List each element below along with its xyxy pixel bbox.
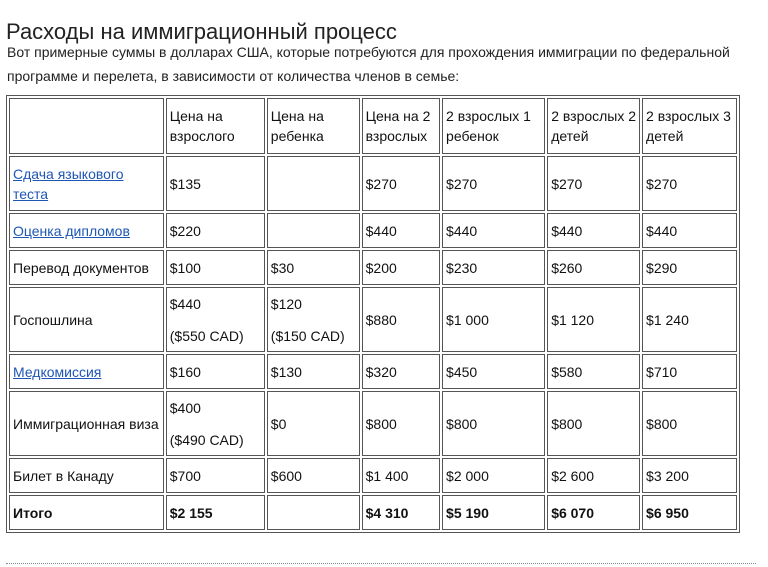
cell-value: $100 bbox=[169, 259, 201, 276]
value-cell bbox=[442, 458, 545, 493]
cell-value-cad: ($150 CAD) bbox=[270, 328, 345, 344]
intro-paragraph: Вот примерные суммы в долларах США, которые потребуются для прохождения иммиграции по федеральной программе и перелета, в зависимости от количества членов в семье: bbox=[7, 44, 730, 84]
value-cell bbox=[362, 250, 440, 285]
value-cell bbox=[547, 213, 640, 248]
table-row bbox=[9, 156, 737, 211]
column-header: Цена на 2 взрослых bbox=[362, 98, 440, 154]
value-cell bbox=[642, 156, 737, 211]
value-cell bbox=[547, 354, 640, 389]
cell-value: $440 bbox=[446, 222, 478, 239]
cell-value: $270 bbox=[646, 175, 678, 192]
cell-value: $200 bbox=[365, 259, 397, 276]
cell-value: $800 bbox=[365, 415, 397, 432]
cell-value: $120 bbox=[270, 296, 302, 312]
value-cell bbox=[267, 458, 360, 493]
row-label-cell bbox=[9, 391, 164, 456]
table-row bbox=[9, 250, 737, 285]
cell-value: $270 bbox=[365, 175, 397, 192]
cell-value: $320 bbox=[365, 363, 397, 380]
table-row bbox=[9, 495, 737, 530]
cell-value: $0 bbox=[270, 415, 287, 432]
cell-value: $2 000 bbox=[446, 467, 489, 484]
value-cell bbox=[362, 495, 440, 530]
value-cell bbox=[442, 213, 545, 248]
cell-value: $135 bbox=[169, 175, 201, 192]
value-cell bbox=[166, 156, 265, 211]
footer-divider bbox=[6, 563, 756, 567]
value-cell bbox=[362, 391, 440, 456]
cell-value: $800 bbox=[551, 415, 583, 432]
value-cell bbox=[642, 458, 737, 493]
value-cell bbox=[267, 354, 360, 389]
cell-value: $260 bbox=[551, 259, 583, 276]
cell-value: $6 070 bbox=[551, 504, 595, 521]
value-cell bbox=[166, 495, 265, 530]
row-label: Перевод документов bbox=[13, 259, 149, 276]
cell-value: $270 bbox=[551, 175, 583, 192]
cell-value: $4 310 bbox=[365, 504, 409, 521]
row-label-cell bbox=[9, 156, 164, 211]
cell-value: $710 bbox=[646, 363, 678, 380]
cell-value: $3 200 bbox=[646, 467, 689, 484]
value-cell bbox=[547, 495, 640, 530]
value-cell bbox=[442, 354, 545, 389]
cell-value: $30 bbox=[270, 259, 295, 276]
cell-value: $440 bbox=[551, 222, 583, 239]
row-label: Иммиграционная виза bbox=[13, 415, 159, 432]
value-cell bbox=[442, 287, 545, 352]
value-cell bbox=[547, 287, 640, 352]
value-cell bbox=[267, 213, 360, 248]
cell-value: $1 000 bbox=[446, 311, 489, 328]
row-label-cell bbox=[9, 287, 164, 352]
cell-value: $130 bbox=[270, 363, 302, 380]
cell-value: $6 950 bbox=[646, 504, 689, 521]
cell-value: $1 240 bbox=[646, 311, 689, 328]
value-cell bbox=[442, 495, 545, 530]
row-label-link[interactable]: Сдача языкового теста bbox=[13, 165, 124, 202]
value-cell bbox=[166, 354, 265, 389]
cell-value: $450 bbox=[446, 363, 478, 380]
value-cell bbox=[547, 250, 640, 285]
value-cell bbox=[642, 495, 737, 530]
cell-value: $2 600 bbox=[551, 467, 595, 484]
row-label: Госпошлина bbox=[13, 311, 93, 328]
value-cell bbox=[362, 213, 440, 248]
row-label-cell bbox=[9, 495, 164, 530]
column-header: 2 взрослых 2 детей bbox=[547, 98, 640, 154]
cell-value: $1 120 bbox=[551, 311, 595, 328]
value-cell bbox=[642, 250, 737, 285]
value-cell bbox=[166, 250, 265, 285]
value-cell bbox=[442, 391, 545, 456]
cell-value: $440 bbox=[169, 296, 201, 312]
row-label-link[interactable]: Медкомиссия bbox=[13, 363, 102, 380]
value-cell bbox=[166, 458, 265, 493]
value-cell bbox=[442, 156, 545, 211]
page-title: Расходы на иммиграционный процесс bbox=[6, 18, 397, 44]
cell-value: $440 bbox=[365, 222, 397, 239]
row-label-cell bbox=[9, 458, 164, 493]
column-header: 2 взрослых 3 детей bbox=[642, 98, 737, 154]
value-cell bbox=[166, 213, 265, 248]
value-cell bbox=[547, 391, 640, 456]
cell-value: $290 bbox=[646, 259, 678, 276]
value-cell bbox=[642, 213, 737, 248]
row-label-cell bbox=[9, 354, 164, 389]
cell-value: $700 bbox=[169, 467, 201, 484]
cell-value: $800 bbox=[646, 415, 678, 432]
cell-value: $160 bbox=[169, 363, 201, 380]
value-cell bbox=[642, 391, 737, 456]
cell-value: $220 bbox=[169, 222, 201, 239]
cell-value: $880 bbox=[365, 311, 397, 328]
cell-value: $580 bbox=[551, 363, 583, 380]
table-row bbox=[9, 391, 737, 456]
value-cell bbox=[362, 287, 440, 352]
value-cell bbox=[166, 287, 265, 352]
table-row bbox=[9, 354, 737, 389]
value-cell bbox=[267, 391, 360, 456]
cost-table bbox=[6, 95, 740, 533]
table-row bbox=[9, 458, 737, 493]
cell-value: $440 bbox=[646, 222, 678, 239]
column-header bbox=[9, 98, 164, 154]
value-cell bbox=[267, 495, 360, 530]
value-cell bbox=[642, 287, 737, 352]
value-cell bbox=[166, 391, 265, 456]
column-header: Цена на ребенка bbox=[267, 98, 360, 154]
cell-value: $1 400 bbox=[365, 467, 409, 484]
row-label-link[interactable]: Оценка дипломов bbox=[13, 222, 130, 239]
value-cell bbox=[362, 156, 440, 211]
cell-value: $800 bbox=[446, 415, 478, 432]
column-header: Цена на взрослого bbox=[166, 98, 265, 154]
table-header-row bbox=[9, 98, 737, 154]
column-header: 2 взрослых 1 ребенок bbox=[442, 98, 545, 154]
cell-value: $2 155 bbox=[169, 504, 213, 521]
row-label-cell bbox=[9, 250, 164, 285]
value-cell bbox=[362, 354, 440, 389]
value-cell bbox=[267, 287, 360, 352]
table-row bbox=[9, 287, 737, 352]
row-label-cell bbox=[9, 213, 164, 248]
cell-value: $230 bbox=[446, 259, 478, 276]
cell-value: $5 190 bbox=[446, 504, 489, 521]
row-label: Итого bbox=[13, 504, 53, 521]
cell-value-cad: ($550 CAD) bbox=[169, 328, 244, 344]
value-cell bbox=[267, 250, 360, 285]
value-cell bbox=[547, 156, 640, 211]
value-cell bbox=[362, 458, 440, 493]
value-cell bbox=[642, 354, 737, 389]
row-label: Билет в Канаду bbox=[13, 467, 114, 484]
table-row bbox=[9, 213, 737, 248]
cell-value: $600 bbox=[270, 467, 302, 484]
cell-value: $400 bbox=[169, 400, 201, 416]
value-cell bbox=[267, 156, 360, 211]
cell-value: $270 bbox=[446, 175, 478, 192]
cell-value-cad: ($490 CAD) bbox=[169, 432, 244, 448]
value-cell bbox=[442, 250, 545, 285]
value-cell bbox=[547, 458, 640, 493]
